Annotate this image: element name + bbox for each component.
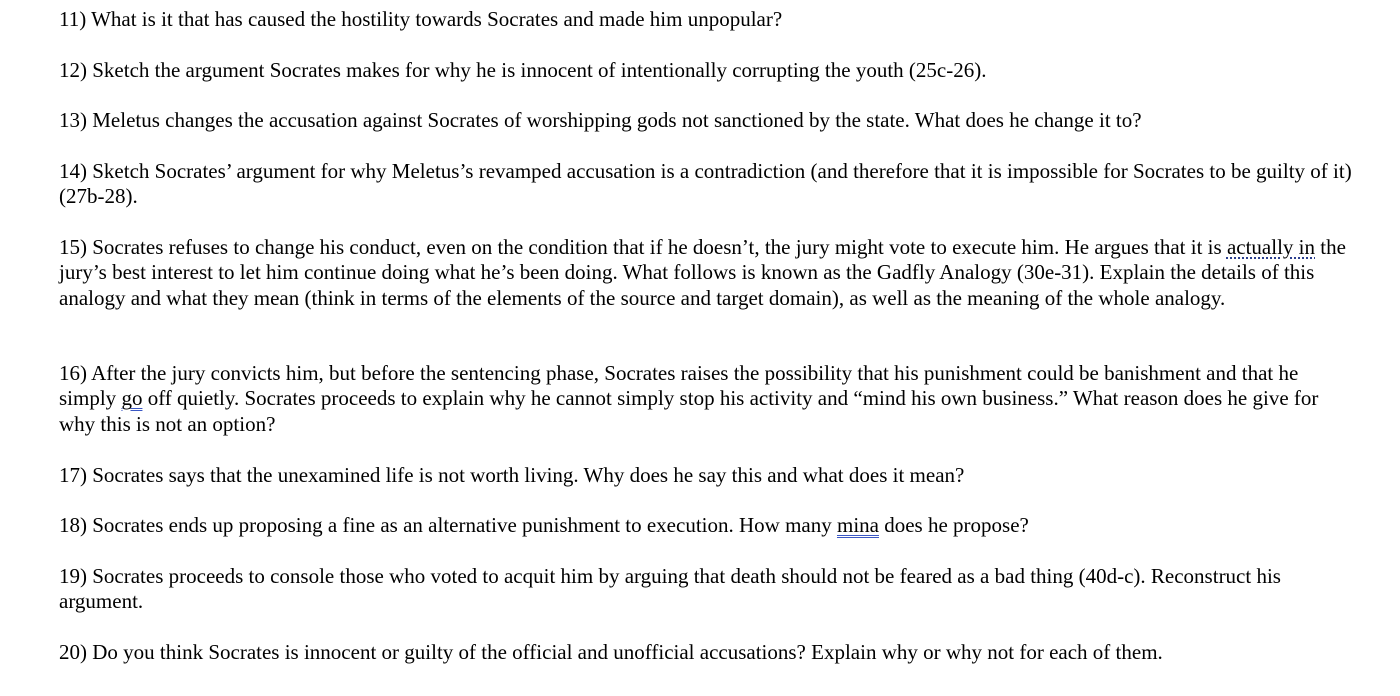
question-11: 11) What is it that has caused the hostility towards Socrates and made him unpopular?: [59, 7, 783, 31]
question-18-text-before: 18) Socrates ends up proposing a fine as an alternative punishment to execution. How many: [59, 513, 837, 537]
question-15-text-after: the jury’s best interest to let him continue doing what he’s been doing. What follows is known as the Gadfly Analogy (30e-31). Explain the details of this analogy and what they mean (think in terms of the elements of the source and target domain), as well as the meaning of the whole analogy.: [59, 235, 1346, 310]
question-15: [59, 235, 1359, 311]
question-19: 19) Socrates proceeds to console those who voted to acquit him by arguing that death should not be feared as a bad thing (40d-c). Reconstruct his argument.: [59, 564, 1281, 614]
question-14: 14) Sketch Socrates’ argument for why Meletus’s revamped accusation is a contradiction (and therefore that it is impossible for Socrates to be guilty of it) (27b-28).: [59, 159, 1352, 209]
question-16-text-before: 16) After the jury convicts him, but before the sentencing phase, Socrates raises the possibility that his punishment could be banishment and that he simply: [59, 361, 1299, 411]
question-20: 20) Do you think Socrates is innocent or guilty of the official and unofficial accusations? Explain why or why not for each of them.: [59, 640, 1163, 664]
grammar-flag[interactable]: go: [121, 386, 143, 411]
grammar-flag[interactable]: actually in: [1226, 235, 1315, 259]
question-13: 13) Meletus changes the accusation against Socrates of worshipping gods not sanctioned by the state. What does he change it to?: [59, 108, 1142, 132]
question-17: 17) Socrates says that the unexamined life is not worth living. Why does he say this and what does it mean?: [59, 463, 965, 487]
question-16: [59, 361, 1359, 437]
question-15-text-before: 15) Socrates refuses to change his conduct, even on the condition that if he doesn’t, the jury might vote to execute him. He argues that it is: [59, 235, 1227, 259]
spelling-flag[interactable]: mina: [836, 513, 879, 537]
question-18-text-after: does he propose?: [878, 513, 1029, 537]
question-18: [59, 513, 1359, 538]
question-12: 12) Sketch the argument Socrates makes for why he is innocent of intentionally corrupting the youth (25c-26).: [59, 58, 987, 82]
question-16-text-after: off quietly. Socrates proceeds to explain why he cannot simply stop his activity and “mind his own business.” What reason does he give for why this is not an option?: [59, 386, 1319, 436]
